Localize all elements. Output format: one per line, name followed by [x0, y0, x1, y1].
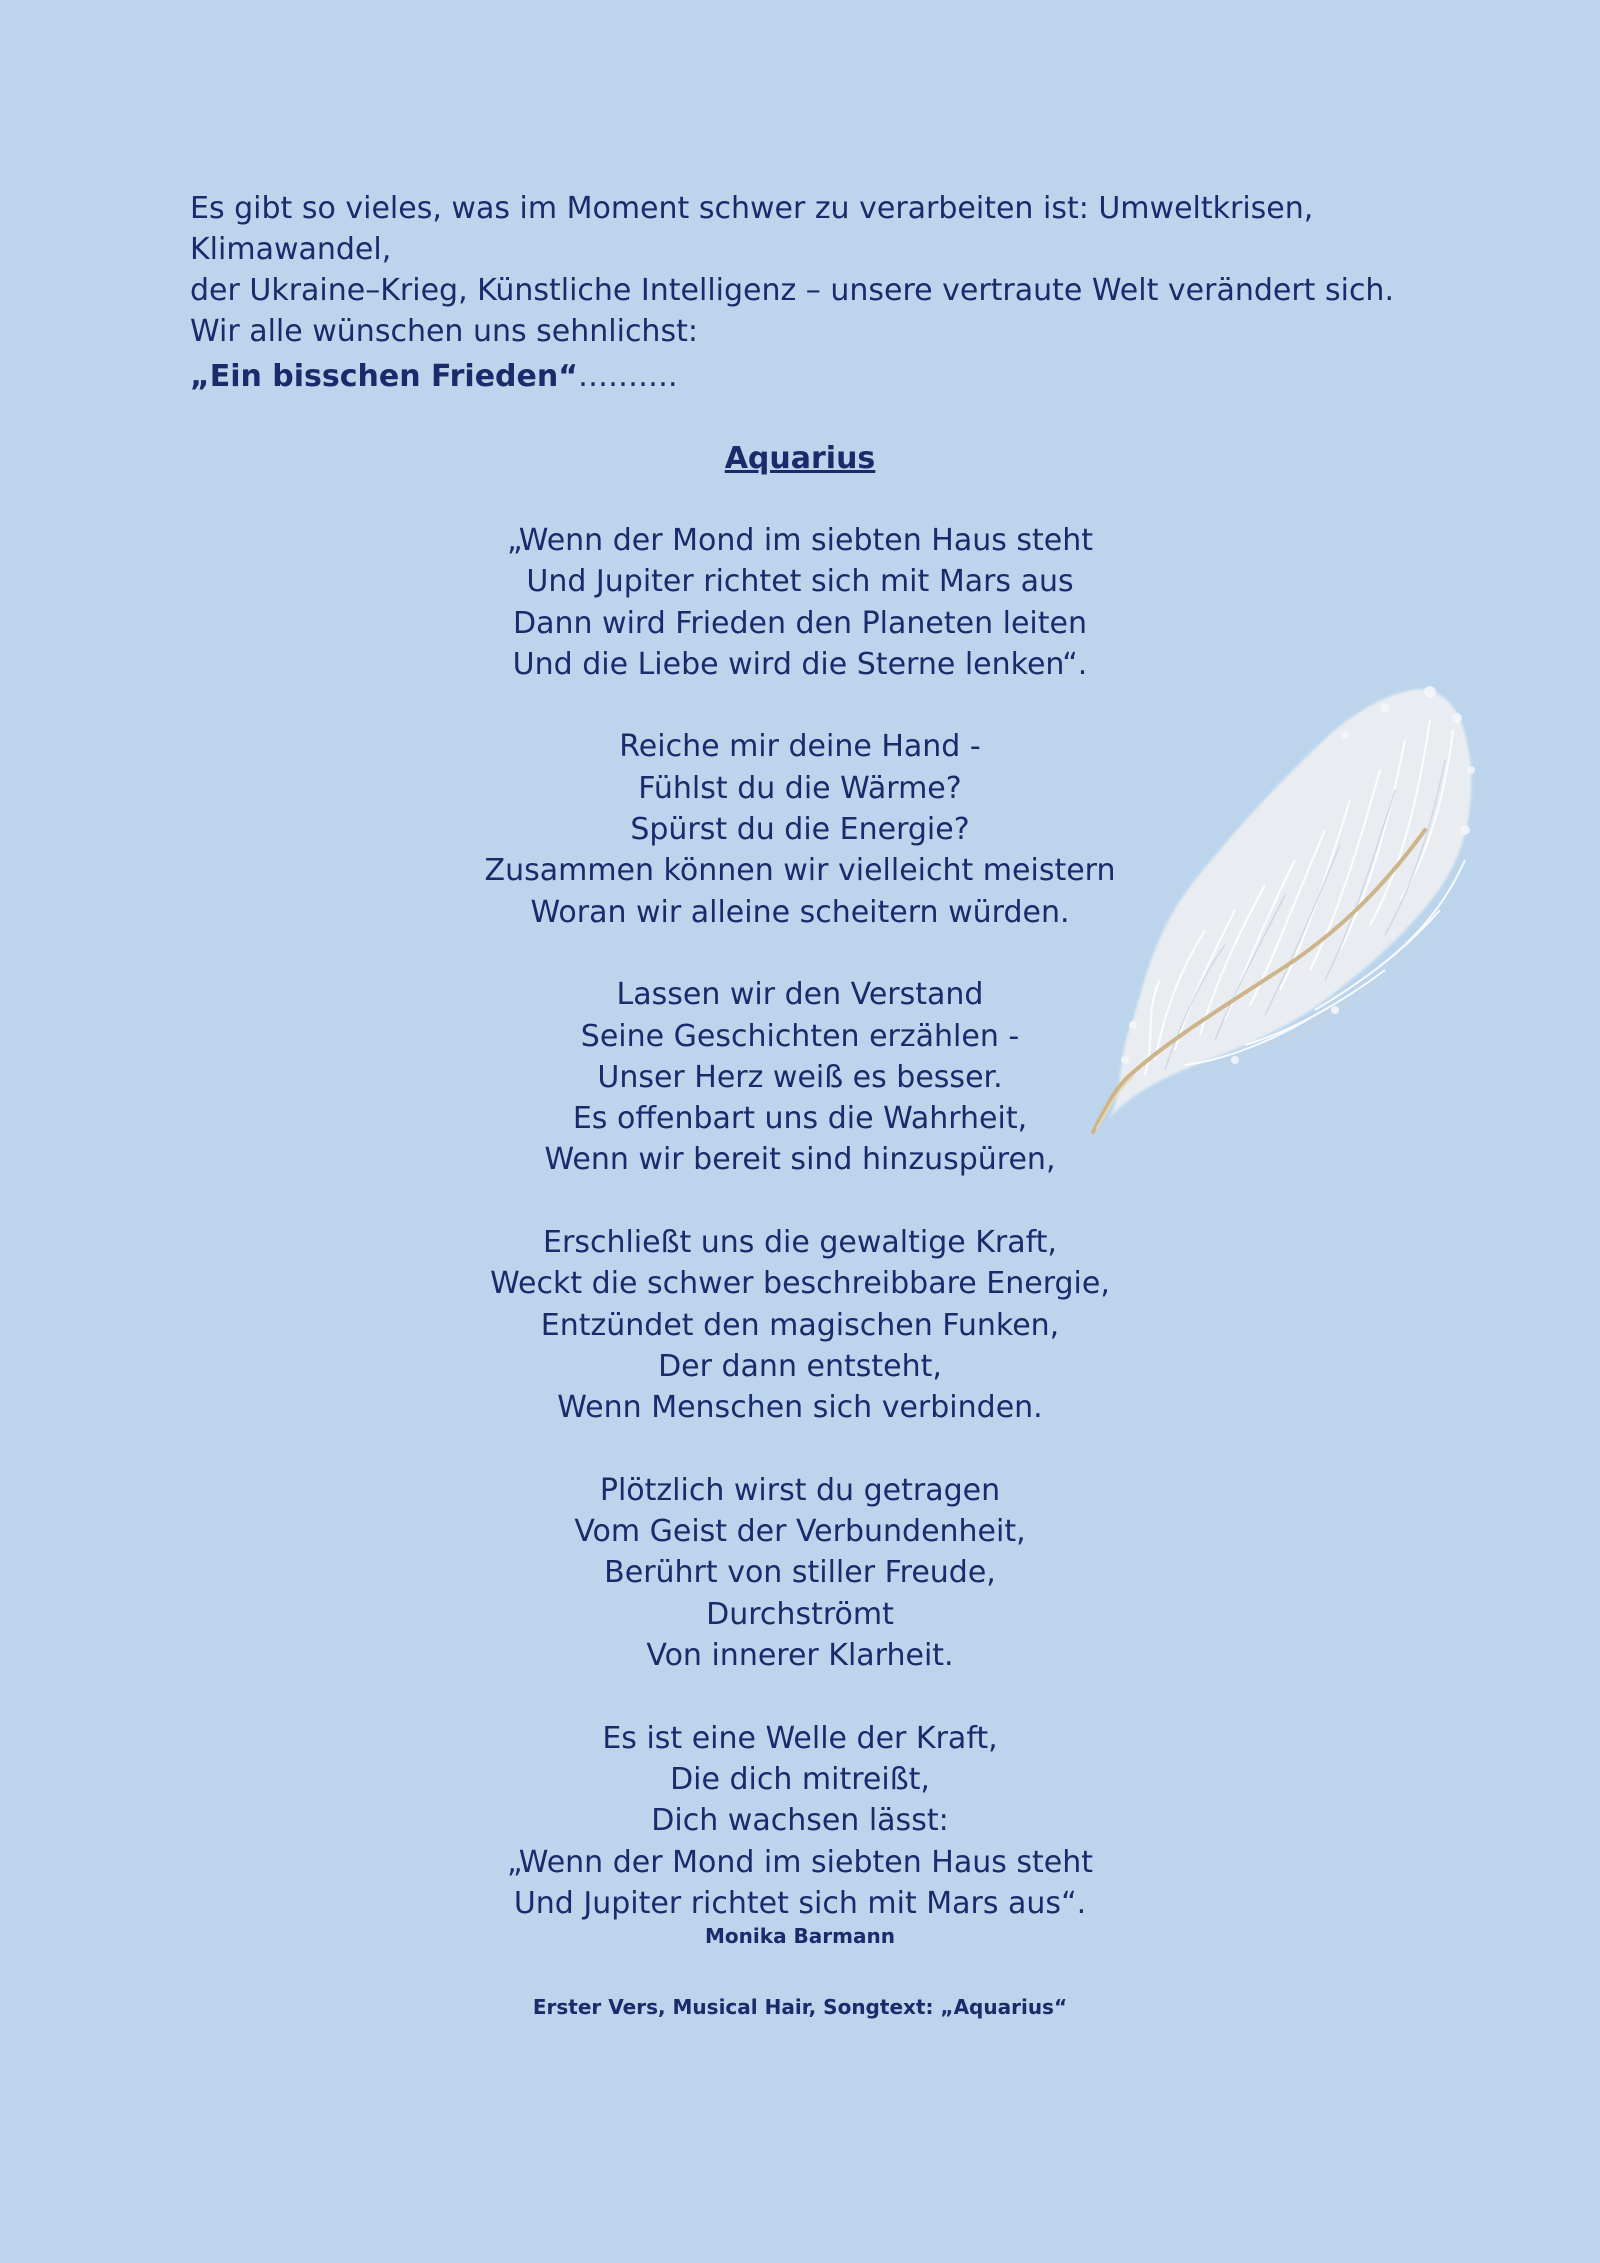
- poem-line: Vom Geist der Verbundenheit,: [574, 1514, 1026, 1550]
- poem-line: Weckt die schwer beschreibbare Energie,: [490, 1266, 1110, 1302]
- poem-line: Wenn Menschen sich verbinden.: [557, 1390, 1043, 1426]
- poem-line: Spürst du die Energie?: [630, 812, 970, 848]
- feather-icon: [1085, 680, 1475, 1135]
- intro-line: der Ukraine–Krieg, Künstliche Intelligenz – unsere vertraute Welt verändert sich.: [190, 273, 1394, 308]
- poem-line: Und Jupiter richtet sich mit Mars aus“.: [513, 1885, 1087, 1921]
- source-credit: Erster Vers, Musical Hair, Songtext: „Aquarius“: [532, 1995, 1068, 2019]
- feather-plume: [1107, 689, 1471, 1120]
- poem-line: Lassen wir den Verstand: [616, 977, 984, 1013]
- poem-line: Berührt von stiller Freude,: [604, 1555, 996, 1591]
- intro-paragraph: [190, 188, 1450, 352]
- poem-line: Und die Liebe wird die Sterne lenken“.: [512, 646, 1088, 682]
- poem-line: Die dich mitreißt,: [670, 1761, 930, 1797]
- poem-title: Aquarius: [724, 441, 876, 476]
- lead-bold-text: „Ein bisschen Frieden“: [190, 359, 578, 394]
- poem-stanza-4: [300, 1222, 1300, 1428]
- poem-line: Plötzlich wirst du getragen: [599, 1472, 1001, 1508]
- poem-stanza-1: [300, 520, 1300, 685]
- poem-line: Unser Herz weiß es besser.: [597, 1059, 1003, 1095]
- poem-line: Woran wir alleine scheitern würden.: [530, 894, 1070, 930]
- poem-stanza-5: [300, 1470, 1300, 1676]
- intro-line: Es gibt so vieles, was im Moment schwer zu verarbeiten ist: Umweltkrisen, Klimawandel,: [190, 191, 1314, 267]
- intro-line: Wir alle wünschen uns sehnlichst:: [190, 314, 698, 349]
- poem-line: Es ist eine Welle der Kraft,: [602, 1720, 998, 1756]
- poem-line: Von innerer Klarheit.: [646, 1638, 954, 1674]
- poem-line: Zusammen können wir vielleicht meistern: [484, 853, 1116, 889]
- poem-line: Durchströmt: [706, 1596, 894, 1632]
- poem-line: Der dann entsteht,: [658, 1348, 942, 1384]
- poem-line: Es offenbart uns die Wahrheit,: [572, 1101, 1028, 1137]
- poem-line: Reiche mir deine Hand -: [619, 729, 981, 765]
- poem-line: Erschließt uns die gewaltige Kraft,: [543, 1225, 1057, 1261]
- poem-stanza-6: [300, 1718, 1300, 1924]
- poem-line: Entzündet den magischen Funken,: [540, 1307, 1060, 1343]
- poem-author: Monika Barmann: [705, 1924, 895, 1948]
- poem-line: Dich wachsen lässt:: [651, 1803, 949, 1839]
- poem-line: Und Jupiter richtet sich mit Mars aus: [526, 564, 1074, 600]
- poem-line: Seine Geschichten erzählen -: [580, 1018, 1020, 1054]
- poem-line: „Wenn der Mond im siebten Haus steht: [506, 1844, 1094, 1880]
- poem-line: „Wenn der Mond im siebten Haus steht: [506, 523, 1094, 558]
- poem-line: Wenn wir bereit sind hinzuspüren,: [544, 1142, 1056, 1178]
- poem-line: Fühlst du die Wärme?: [638, 770, 962, 806]
- lead-trailing-dots: ……….: [577, 359, 678, 394]
- lead-line: [190, 356, 678, 397]
- poem-line: Dann wird Frieden den Planeten leiten: [512, 605, 1087, 641]
